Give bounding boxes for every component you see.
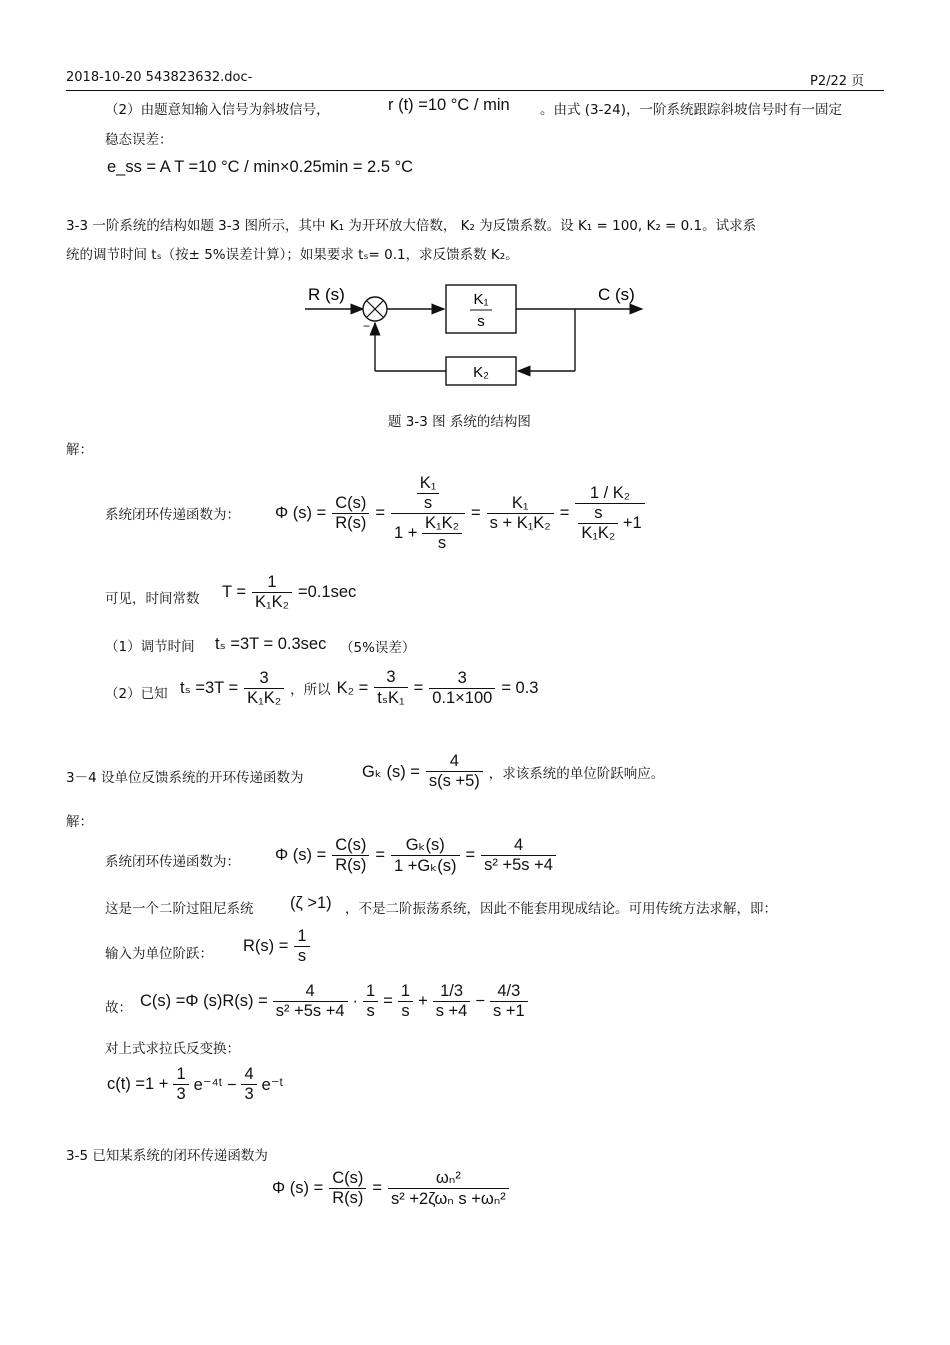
sol33-jie: 解：	[66, 442, 93, 458]
header-page-number: P2/22 页	[810, 74, 865, 89]
diagram-caption: 题 3-3 图 系统的结构图	[388, 414, 531, 430]
feedback-label: K₂	[473, 364, 489, 381]
sol33-item1-math: tₛ =3T = 0.3sec	[215, 635, 327, 653]
output-label: C (s)	[598, 285, 635, 304]
input-label: R (s)	[308, 285, 345, 304]
forward-den: s	[477, 313, 485, 330]
forward-num: K₁	[473, 291, 489, 308]
q35-closed-tf: Φ (s) = $\frac{C(s)}{R(s)}$ = $\frac{\text{ωₙ²}}{\text{s² +2ζωₙ s +ωₙ²}}$	[272, 1168, 509, 1209]
minus-sign: −	[363, 319, 371, 333]
p1-line1-math: r (t) =10 °C / min	[388, 96, 510, 114]
sol34-overdamped-tail: ，不是二阶振荡系统，因此不能套用现成结论。可用传统方法求解，即：	[345, 901, 777, 917]
sol34-gu-label: 故：	[105, 1000, 132, 1016]
sol34-ct-equation: c(t) =1 + $\frac{1}{3}$ e⁻⁴ᵗ − $\frac{4}{3}$ e⁻ᵗ	[107, 1065, 284, 1103]
sol34-closed-tf: Φ (s) = $\frac{C(s)}{R(s)}$ = $\frac{\text{Gₖ(s)}}{\text{1 +Gₖ(s)}}$ = $\frac{4}{\text{s² +5s +4}}$	[275, 835, 556, 876]
q34-open-loop-tf: Gₖ (s) = $\frac{4}{s(s +5)}$ ，求该系统的单位阶跃响应。	[362, 752, 665, 790]
p1-ess-equation: e_ss = A T =10 °C / min×0.25min = 2.5 °C	[107, 158, 414, 176]
sol34-Cs-equation: C(s) =Φ (s)R(s) = $\frac{4}{\text{s² +5s +4}}$ · $\frac{1}{s}$ = $\frac{1}{s}$ + $\frac{1/3}{s +4}$ − $\frac{4/3}{s +1}$	[140, 982, 528, 1021]
header-doc-info: 2018-10-20 543823632.doc-	[66, 70, 253, 85]
q33-line2: 统的调节时间 tₛ（按± 5%误差计算）；如果要求 tₛ= 0.1，求反馈系数 K₂。	[66, 247, 519, 263]
sol34-inverse-label: 对上式求拉氏反变换：	[105, 1041, 240, 1057]
sol33-item1-note: （5%误差）	[340, 640, 416, 656]
q35-label: 3-5 已知某系统的闭环传递函数为	[66, 1148, 268, 1164]
block-diagram	[300, 280, 650, 390]
sol34-zeta-condition: (ζ >1)	[290, 894, 332, 912]
sol34-jie: 解：	[66, 814, 93, 830]
sol33-T-label: 可见，时间常数	[105, 591, 200, 607]
sol33-closed-label: 系统闭环传递函数为：	[105, 507, 240, 523]
p1-line1-tail: 。由式 (3-24)，一阶系统跟踪斜坡信号时有一固定	[540, 102, 842, 118]
sol33-item1-label: （1）调节时间	[105, 639, 195, 655]
sol34-overdamped-text: 这是一个二阶过阻尼系统	[105, 901, 254, 917]
q33-line1: 3-3 一阶系统的结构如题 3-3 图所示，其中 K₁ 为开环放大倍数， K₂ 为反馈系数。设 K₁ = 100, K₂ = 0.1。试求系	[66, 218, 757, 234]
sol33-T-equation: T = $\frac{1}{\text{K₁K₂}}$ =0.1sec	[222, 573, 357, 611]
sol34-closed-label: 系统闭环传递函数为：	[105, 854, 240, 870]
sol33-item2-label: （2）已知	[105, 686, 168, 702]
header-divider	[66, 90, 884, 91]
sol34-input-label: 输入为单位阶跃：	[105, 946, 213, 962]
p1-line1-text: （2）由题意知输入信号为斜坡信号，	[105, 102, 330, 118]
sol33-transfer-function: Φ (s) = $\frac{C(s)}{R(s)}$ = $\frac{\text{K₁}}{s}$ 1 + $\frac{\text{K₁K₂}}{s}$ = $\frac{\text{K₁}}{\text{s + K₁K₂}}$ = 1 / K₂ $\frac{s}{\text{K₁K₂}}$ +1	[275, 463, 645, 563]
sol34-input-equation: R(s) = $\frac{1}{s}$	[243, 927, 310, 966]
sol33-item2-equation: tₛ =3T = $\frac{3}{\text{K₁K₂}}$ ，所以 K₂ = $\frac{3}{\text{tₛK₁}}$ = $\frac{3}{0.1\times 100}$ = 0.3	[180, 668, 539, 707]
p1-line2: 稳态误差：	[105, 132, 173, 148]
q34-label: 3－4 设单位反馈系统的开环传递函数为	[66, 770, 304, 786]
